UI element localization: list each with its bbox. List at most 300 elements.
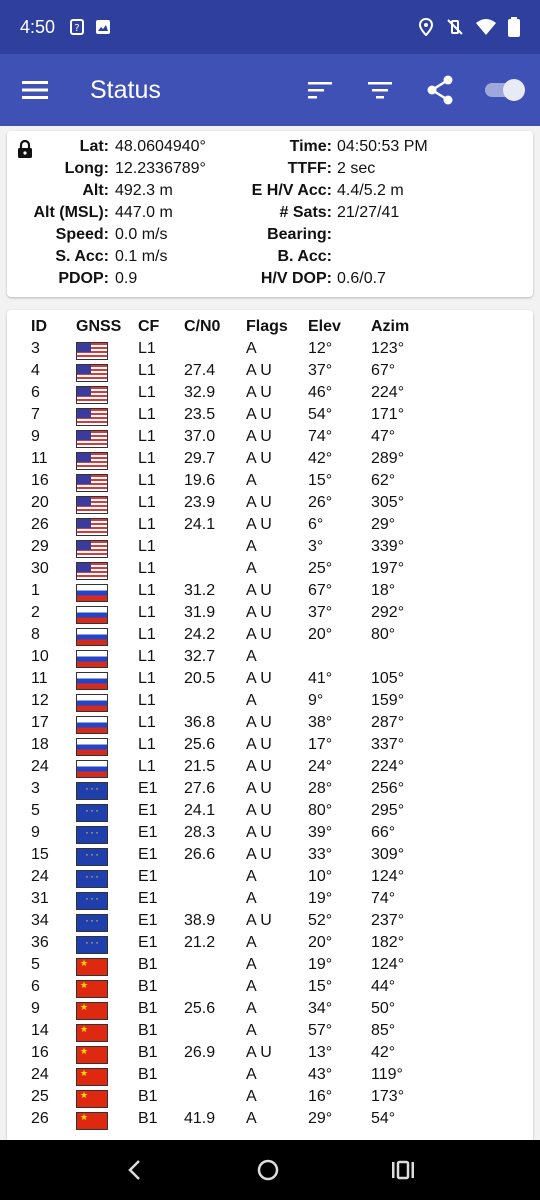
cell-id: 17	[31, 714, 49, 731]
cell-cf: L1	[138, 428, 156, 445]
cell-cn0: 29.7	[184, 450, 216, 467]
filter-icon	[368, 81, 392, 99]
cell-flags: A	[246, 648, 257, 665]
table-row	[7, 1044, 533, 1066]
cell-elev: 26°	[308, 494, 333, 511]
fix-label: Bearing:	[267, 226, 332, 243]
cell-azim: 173°	[371, 1088, 405, 1105]
table-row	[7, 1088, 533, 1110]
fix-value: 4.4/5.2 m	[337, 182, 404, 199]
cell-cn0: 31.9	[184, 604, 216, 621]
cn-flag-icon	[76, 1002, 108, 1020]
cell-flags: A	[246, 1066, 257, 1083]
cell-elev: 25°	[308, 560, 333, 577]
cell-azim: 66°	[371, 824, 396, 841]
cell-elev: 74°	[308, 428, 333, 445]
cell-cf: L1	[138, 604, 156, 621]
cell-id: 8	[31, 626, 40, 643]
us-flag-icon	[76, 364, 108, 382]
cell-flags: A	[246, 956, 257, 973]
cell-azim: 80°	[371, 626, 396, 643]
cell-id: 2	[31, 604, 40, 621]
cell-id: 15	[31, 846, 49, 863]
cell-cf: L1	[138, 736, 156, 753]
cell-elev: 52°	[308, 912, 333, 929]
cell-cf: E1	[138, 868, 158, 885]
us-flag-icon	[76, 540, 108, 558]
fix-label: H/V DOP:	[260, 270, 332, 287]
us-flag-icon	[76, 408, 108, 426]
table-row	[7, 714, 533, 736]
table-row	[7, 428, 533, 450]
table-row	[7, 890, 533, 912]
cell-cf: E1	[138, 780, 158, 797]
cn-flag-icon	[76, 958, 108, 976]
cell-elev: 43°	[308, 1066, 333, 1083]
cell-azim: 44°	[371, 978, 396, 995]
cell-elev: 16°	[308, 1088, 333, 1105]
table-row	[7, 758, 533, 780]
cell-cf: E1	[138, 802, 158, 819]
cell-cf: B1	[138, 978, 158, 995]
cell-id: 10	[31, 648, 49, 665]
location-icon	[418, 18, 434, 36]
cell-azim: 287°	[371, 714, 405, 731]
table-row	[7, 1022, 533, 1044]
back-icon[interactable]	[125, 1159, 145, 1181]
header-azim: Azim	[371, 318, 410, 335]
cell-cf: L1	[138, 340, 156, 357]
cell-flags: A	[246, 1000, 257, 1017]
cell-elev: 38°	[308, 714, 333, 731]
table-row	[7, 780, 533, 802]
cell-flags: A	[246, 472, 257, 489]
cell-flags: A	[246, 934, 257, 951]
cell-elev: 15°	[308, 978, 333, 995]
table-row	[7, 978, 533, 1000]
cell-elev: 9°	[308, 692, 324, 709]
recents-icon[interactable]	[391, 1160, 415, 1180]
cell-flags: A U	[246, 912, 272, 929]
cell-id: 9	[31, 1000, 40, 1017]
fix-value: 492.3 m	[115, 182, 173, 199]
cell-elev: 15°	[308, 472, 333, 489]
sort-button[interactable]	[290, 54, 350, 126]
cell-elev: 19°	[308, 956, 333, 973]
cell-cn0: 21.2	[184, 934, 216, 951]
ru-flag-icon	[76, 738, 108, 756]
cell-id: 26	[31, 516, 49, 533]
cell-flags: A	[246, 1088, 257, 1105]
cell-id: 12	[31, 692, 49, 709]
cell-azim: 62°	[371, 472, 396, 489]
cell-flags: A	[246, 538, 257, 555]
vibrate-muted-icon	[446, 18, 464, 36]
cell-azim: 50°	[371, 1000, 396, 1017]
table-row	[7, 516, 533, 538]
cell-flags: A U	[246, 516, 272, 533]
cell-azim: 18°	[371, 582, 396, 599]
cell-elev: 54°	[308, 406, 333, 423]
cell-cf: L1	[138, 582, 156, 599]
table-row	[7, 912, 533, 934]
cell-azim: 237°	[371, 912, 405, 929]
fix-value: 2 sec	[337, 160, 376, 177]
cell-flags: A	[246, 890, 257, 907]
cell-cf: E1	[138, 912, 158, 929]
fix-value: 0.9	[115, 270, 138, 287]
cell-flags: A	[246, 978, 257, 995]
table-row	[7, 560, 533, 582]
cell-cn0: 23.9	[184, 494, 216, 511]
cell-azim: 47°	[371, 428, 396, 445]
cell-azim: 105°	[371, 670, 405, 687]
app-toolbar	[0, 54, 540, 126]
cell-flags: A U	[246, 428, 272, 445]
cell-flags: A U	[246, 802, 272, 819]
cell-flags: A U	[246, 384, 272, 401]
cell-azim: 42°	[371, 1044, 396, 1061]
cell-cf: B1	[138, 1000, 158, 1017]
cell-cn0: 41.9	[184, 1110, 216, 1127]
cell-elev: 41°	[308, 670, 333, 687]
cell-id: 24	[31, 758, 49, 775]
cell-cf: B1	[138, 1110, 158, 1127]
cell-id: 36	[31, 934, 49, 951]
fix-info-row	[7, 270, 533, 292]
cell-azim: 54°	[371, 1110, 396, 1127]
cell-azim: 224°	[371, 758, 405, 775]
cell-flags: A U	[246, 450, 272, 467]
cell-flags: A U	[246, 362, 272, 379]
fix-value: 0.0 m/s	[115, 226, 168, 243]
cell-id: 34	[31, 912, 49, 929]
cell-cf: L1	[138, 648, 156, 665]
location-fix-card	[7, 131, 533, 297]
app-notification-icon	[69, 19, 85, 35]
cell-flags: A U	[246, 758, 272, 775]
cell-cf: B1	[138, 1044, 158, 1061]
cell-id: 16	[31, 1044, 49, 1061]
cell-elev: 17°	[308, 736, 333, 753]
fix-value: 21/27/41	[337, 204, 400, 221]
cell-elev: 24°	[308, 758, 333, 775]
cell-cn0: 20.5	[184, 670, 216, 687]
cell-id: 11	[31, 670, 48, 687]
table-row	[7, 582, 533, 604]
ru-flag-icon	[76, 672, 108, 690]
fix-label: Alt:	[82, 182, 109, 199]
cell-cn0: 38.9	[184, 912, 216, 929]
cell-cf: E1	[138, 824, 158, 841]
cell-elev: 37°	[308, 604, 333, 621]
cell-cf: E1	[138, 934, 158, 951]
cell-cf: E1	[138, 846, 158, 863]
header-elev: Elev	[308, 318, 341, 335]
table-row	[7, 1066, 533, 1088]
table-row	[7, 406, 533, 428]
cell-cf: L1	[138, 362, 156, 379]
eu-flag-icon	[76, 892, 108, 910]
table-row	[7, 538, 533, 560]
cell-elev: 37°	[308, 362, 333, 379]
cell-cf: L1	[138, 626, 156, 643]
fix-label: E H/V Acc:	[251, 182, 332, 199]
table-row	[7, 670, 533, 692]
cell-cn0: 19.6	[184, 472, 216, 489]
cell-id: 3	[31, 780, 40, 797]
cell-id: 6	[31, 978, 40, 995]
cell-cn0: 27.6	[184, 780, 216, 797]
cell-cf: L1	[138, 406, 156, 423]
system-status-bar	[0, 0, 540, 54]
cell-flags: A U	[246, 494, 272, 511]
cell-cf: L1	[138, 450, 156, 467]
cell-cf: B1	[138, 956, 158, 973]
cell-id: 9	[31, 824, 40, 841]
cell-id: 5	[31, 802, 40, 819]
filter-button[interactable]	[350, 54, 410, 126]
cell-cf: L1	[138, 714, 156, 731]
toggle-switch-icon	[483, 77, 527, 103]
sort-icon	[308, 81, 332, 99]
cell-flags: A U	[246, 670, 272, 687]
cell-cn0: 24.1	[184, 516, 216, 533]
table-row	[7, 736, 533, 758]
fix-label: Alt (MSL):	[33, 204, 109, 221]
us-flag-icon	[76, 342, 108, 360]
fix-info-row	[7, 160, 533, 182]
cell-cf: B1	[138, 1022, 158, 1039]
cell-id: 9	[31, 428, 40, 445]
cell-flags: A	[246, 340, 257, 357]
cell-elev: 34°	[308, 1000, 333, 1017]
cell-flags: A U	[246, 736, 272, 753]
cell-id: 6	[31, 384, 40, 401]
eu-flag-icon	[76, 804, 108, 822]
fix-value: 447.0 m	[115, 204, 173, 221]
cell-cn0: 32.9	[184, 384, 216, 401]
cell-azim: 295°	[371, 802, 405, 819]
eu-flag-icon	[76, 782, 108, 800]
cell-cf: L1	[138, 516, 156, 533]
cell-cn0: 37.0	[184, 428, 216, 445]
cell-flags: A U	[246, 714, 272, 731]
table-row	[7, 494, 533, 516]
fix-value: 48.0604940°	[115, 138, 206, 155]
fix-label: S. Acc:	[55, 248, 109, 265]
hamburger-menu-icon	[22, 80, 48, 100]
cell-flags: A	[246, 692, 257, 709]
cell-cn0: 36.8	[184, 714, 216, 731]
cell-elev: 12°	[308, 340, 333, 357]
table-row	[7, 626, 533, 648]
cell-azim: 289°	[371, 450, 405, 467]
svg-text:?: ?	[74, 23, 80, 34]
cell-azim: 159°	[371, 692, 405, 709]
table-row	[7, 340, 533, 362]
cell-id: 24	[31, 1066, 49, 1083]
table-row	[7, 846, 533, 868]
system-navigation-bar	[0, 1140, 540, 1200]
us-flag-icon	[76, 496, 108, 514]
menu-button[interactable]	[0, 54, 70, 126]
cell-elev: 10°	[308, 868, 333, 885]
cell-azim: 256°	[371, 780, 405, 797]
cell-flags: A	[246, 1110, 257, 1127]
cn-flag-icon	[76, 1046, 108, 1064]
eu-flag-icon	[76, 870, 108, 888]
table-row	[7, 692, 533, 714]
page-title: Status	[90, 75, 161, 104]
fix-label: # Sats:	[279, 204, 332, 221]
cell-azim: 197°	[371, 560, 405, 577]
cell-elev: 42°	[308, 450, 333, 467]
fix-label: Long:	[64, 160, 109, 177]
fix-label: Lat:	[79, 138, 109, 155]
cell-azim: 85°	[371, 1022, 396, 1039]
cell-id: 14	[31, 1022, 49, 1039]
cell-flags: A U	[246, 1044, 272, 1061]
table-row	[7, 450, 533, 472]
cell-elev: 39°	[308, 824, 333, 841]
cell-cn0: 21.5	[184, 758, 216, 775]
cell-elev: 67°	[308, 582, 333, 599]
cell-elev: 28°	[308, 780, 333, 797]
cell-id: 29	[31, 538, 49, 555]
us-flag-icon	[76, 430, 108, 448]
cell-cn0: 28.3	[184, 824, 216, 841]
cell-cf: L1	[138, 472, 156, 489]
cell-elev: 57°	[308, 1022, 333, 1039]
header-cf: CF	[138, 318, 160, 335]
header-gnss: GNSS	[76, 318, 122, 335]
cn-flag-icon	[76, 1068, 108, 1086]
us-flag-icon	[76, 518, 108, 536]
cell-cf: B1	[138, 1088, 158, 1105]
cell-id: 30	[31, 560, 49, 577]
cell-flags: A U	[246, 846, 272, 863]
ru-flag-icon	[76, 694, 108, 712]
cell-id: 16	[31, 472, 49, 489]
table-row	[7, 604, 533, 626]
fix-label: TTFF:	[287, 160, 332, 177]
fix-info-row	[7, 204, 533, 226]
cell-flags: A	[246, 560, 257, 577]
cell-azim: 337°	[371, 736, 405, 753]
header-id: ID	[31, 318, 47, 335]
table-row	[7, 934, 533, 956]
cell-id: 11	[31, 450, 48, 467]
cell-elev: 13°	[308, 1044, 333, 1061]
table-header-row	[7, 318, 533, 340]
us-flag-icon	[76, 562, 108, 580]
cell-flags: A U	[246, 824, 272, 841]
cell-cf: E1	[138, 890, 158, 907]
cell-elev: 6°	[308, 516, 324, 533]
share-button[interactable]	[410, 54, 470, 126]
cell-cn0: 26.9	[184, 1044, 216, 1061]
battery-icon	[508, 17, 520, 37]
table-row	[7, 1110, 533, 1132]
cell-id: 18	[31, 736, 49, 753]
cell-elev: 20°	[308, 934, 333, 951]
table-row	[7, 472, 533, 494]
cell-azim: 305°	[371, 494, 405, 511]
ru-flag-icon	[76, 584, 108, 602]
cell-id: 3	[31, 340, 40, 357]
cell-cn0: 25.6	[184, 1000, 216, 1017]
cell-cf: L1	[138, 758, 156, 775]
tracking-toggle[interactable]	[470, 54, 540, 126]
cell-azim: 67°	[371, 362, 396, 379]
cell-flags: A U	[246, 582, 272, 599]
cell-cf: L1	[138, 494, 156, 511]
cell-cn0: 31.2	[184, 582, 216, 599]
cn-flag-icon	[76, 1112, 108, 1130]
cell-cf: L1	[138, 560, 156, 577]
fix-info-row	[7, 182, 533, 204]
cn-flag-icon	[76, 1090, 108, 1108]
cell-cn0: 24.2	[184, 626, 216, 643]
cell-azim: 74°	[371, 890, 396, 907]
cell-azim: 123°	[371, 340, 405, 357]
cell-azim: 119°	[371, 1066, 403, 1083]
table-row	[7, 802, 533, 824]
table-row	[7, 868, 533, 890]
cell-flags: A U	[246, 780, 272, 797]
home-icon[interactable]	[256, 1158, 280, 1182]
fix-info-row	[7, 248, 533, 270]
cell-flags: A	[246, 868, 257, 885]
cell-flags: A U	[246, 626, 272, 643]
eu-flag-icon	[76, 936, 108, 954]
cell-flags: A	[246, 1022, 257, 1039]
us-flag-icon	[76, 474, 108, 492]
ru-flag-icon	[76, 628, 108, 646]
fix-label: Time:	[289, 138, 332, 155]
cell-cf: L1	[138, 692, 156, 709]
cell-flags: A U	[246, 604, 272, 621]
wifi-icon	[476, 18, 496, 36]
us-flag-icon	[76, 452, 108, 470]
cell-id: 24	[31, 868, 49, 885]
cell-azim: 339°	[371, 538, 405, 555]
cell-elev: 46°	[308, 384, 333, 401]
image-notification-icon	[95, 19, 111, 35]
cell-azim: 292°	[371, 604, 405, 621]
cell-id: 26	[31, 1110, 49, 1127]
header-cn0: C/N0	[184, 318, 221, 335]
eu-flag-icon	[76, 848, 108, 866]
cell-cn0: 32.7	[184, 648, 216, 665]
cell-cf: L1	[138, 670, 156, 687]
eu-flag-icon	[76, 914, 108, 932]
satellite-status-table	[7, 310, 533, 1150]
cell-elev: 80°	[308, 802, 333, 819]
ru-flag-icon	[76, 716, 108, 734]
ru-flag-icon	[76, 650, 108, 668]
cell-azim: 29°	[371, 516, 396, 533]
cell-elev: 19°	[308, 890, 333, 907]
cell-cf: L1	[138, 538, 156, 555]
fix-value: 0.1 m/s	[115, 248, 168, 265]
fix-value: 12.2336789°	[115, 160, 206, 177]
table-row	[7, 956, 533, 978]
cell-elev: 29°	[308, 1110, 333, 1127]
cell-cn0: 26.6	[184, 846, 216, 863]
cell-cn0: 23.5	[184, 406, 216, 423]
